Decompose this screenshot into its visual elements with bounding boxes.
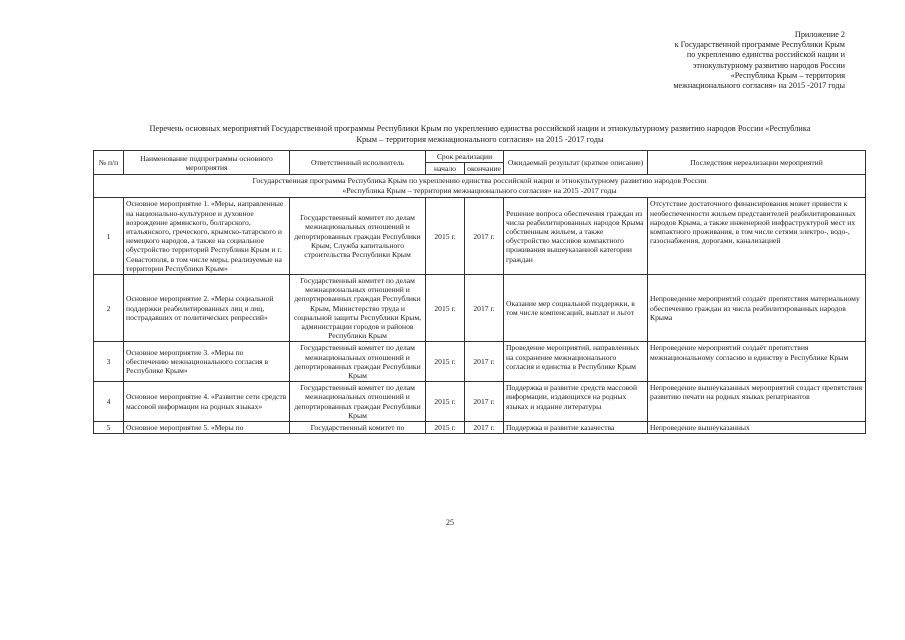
row-name: Основное мероприятие 1. «Меры, направленные на национально-культурное и духовное возрождение армянского, болгарского, итальянского, греческого, крымско-татарского и немецкого народов, а также на социальное обустройство территорий Республики Крым и г. Севастополя, в том числе меры, реализуемые на территории Республики Крым»: [124, 198, 290, 275]
row-end: 2017 г.: [465, 382, 504, 422]
appendix-line: к Государственной программе Республики Крым: [674, 40, 845, 50]
table-row: [94, 342, 866, 382]
row-start: 2015 г.: [426, 342, 465, 382]
row-result: Решение вопроса обеспечения граждан из числа реабилитированных народов Крыма собственным жильем, а также обустройство массивов компактного проживания вышеуказанной категории граждан: [504, 198, 648, 275]
row-consequences: Непроведение вышеуказанных: [648, 422, 866, 434]
table-row: [94, 382, 866, 422]
table-row: [94, 198, 866, 275]
row-consequences: Отсутствие достаточного финансирования может привести к необеспеченности жильем представителей реабилитированных народов Крыма, а также инженерной инфраструктурой мест их компактного проживания, в том числе сетями электро-, водо-, газоснабжения, дорогами, канализацией: [648, 198, 866, 275]
row-executor: Государственный комитет по делам межнациональных отношений и депортированных граждан Республики Крым, Служба капитального строительства Республики Крым: [290, 198, 426, 275]
row-result: Поддержка и развитие средств массовой информации, издающихся на родных языках и издание литературы: [504, 382, 648, 422]
header-start: начало: [426, 163, 465, 175]
page-number: 25: [446, 518, 454, 527]
appendix-line: Приложение 2: [794, 30, 845, 39]
row-num: 3: [94, 342, 124, 382]
row-end: 2017 г.: [465, 422, 504, 434]
title-line-1: Перечень основных мероприятий Государственной программы Республики Крым по укреплению единства российской нации и этнокультурному развитию народов России «Республика: [149, 124, 811, 133]
row-num: 4: [94, 382, 124, 422]
row-end: 2017 г.: [465, 342, 504, 382]
appendix-block: [565, 30, 845, 91]
program-title-line-2: «Республика Крым – территория межнационального согласия» на 2015 -2017 годы: [342, 186, 617, 196]
table-header-row: [94, 151, 866, 163]
header-executor: Ответственный исполнитель: [290, 151, 426, 175]
row-name: Основное мероприятие 5. «Меры по: [124, 422, 290, 434]
row-start: 2015 г.: [426, 198, 465, 275]
title-line-2: Крым – территория межнационального согласия» на 2015 -2017 годы: [356, 135, 604, 144]
row-executor: Государственный комитет по делам межнациональных отношений и депортированных граждан Республики Крым, Министерство труда и социальной защиты Республики Крым, администрации городов и районов Республики Крым: [290, 275, 426, 342]
row-result: Проведение мероприятий, направленных на сохранение межнационального согласия и единства в Республике Крым: [504, 342, 648, 382]
row-num: 5: [94, 422, 124, 434]
appendix-line: по укреплению единства российской нации и: [686, 50, 845, 60]
header-result: Ожидаемый результат (краткое описание): [504, 151, 648, 175]
row-executor: Государственный комитет по делам межнациональных отношений и депортированных граждан Республики Крым: [290, 342, 426, 382]
row-consequences: Непроведение вышеуказанных мероприятий создаст препятствия развитию печати на родных языках репатриантов: [648, 382, 866, 422]
row-num: 1: [94, 198, 124, 275]
header-consequences: Последствия нереализации мероприятий: [648, 151, 866, 175]
table-row: [94, 275, 866, 342]
program-title-row: [94, 175, 866, 198]
document-title: [95, 123, 865, 145]
header-period: Срок реализации: [426, 151, 504, 163]
row-num: 2: [94, 275, 124, 342]
header-end: окончание: [465, 163, 504, 175]
row-end: 2017 г.: [465, 198, 504, 275]
program-title: [94, 175, 866, 198]
program-title-line-1: Государственная программа Республика Крым по укреплению единства российской нации и этнокультурному развитию народов России: [252, 176, 707, 186]
row-start: 2015 г.: [426, 382, 465, 422]
table-row: [94, 422, 866, 434]
measures-table: [93, 150, 866, 434]
row-name: Основное мероприятие 3. «Меры по обеспечению межнационального согласия в Республике Крым»: [124, 342, 290, 382]
row-executor: Государственный комитет по делам межнациональных отношений и депортированных граждан Республики Крым: [290, 382, 426, 422]
header-num: № п/п: [94, 151, 124, 175]
row-start: 2015 г.: [426, 275, 465, 342]
header-name: Наименование подпрограммы основного мероприятия: [124, 151, 290, 175]
appendix-line: межнационального согласия» на 2015 -2017 годы: [673, 81, 845, 91]
row-result: Поддержка и развитие казачества: [504, 422, 648, 434]
row-result: Оказание мер социальной поддержки, в том числе компенсаций, выплат и льгот: [504, 275, 648, 342]
appendix-line: «Республика Крым – территория: [730, 70, 845, 80]
row-executor: Государственный комитет по: [290, 422, 426, 434]
row-end: 2017 г.: [465, 275, 504, 342]
row-name: Основное мероприятие 4. «Развитие сети средств массовой информации на родных языках»: [124, 382, 290, 422]
appendix-line: этнокультурному развитию народов России: [692, 60, 845, 70]
row-name: Основное мероприятие 2. «Меры социальной поддержки реабилитированных лиц и лиц, пострадавших от политических репрессий»: [124, 275, 290, 342]
row-consequences: Непроведение мероприятий создаёт препятствия межнациональному согласию и единству в Республике Крым: [648, 342, 866, 382]
row-start: 2015 г.: [426, 422, 465, 434]
row-consequences: Непроведение мероприятий создаёт препятствия материальному обеспечению граждан из числа реабилитированных народов Крыма: [648, 275, 866, 342]
